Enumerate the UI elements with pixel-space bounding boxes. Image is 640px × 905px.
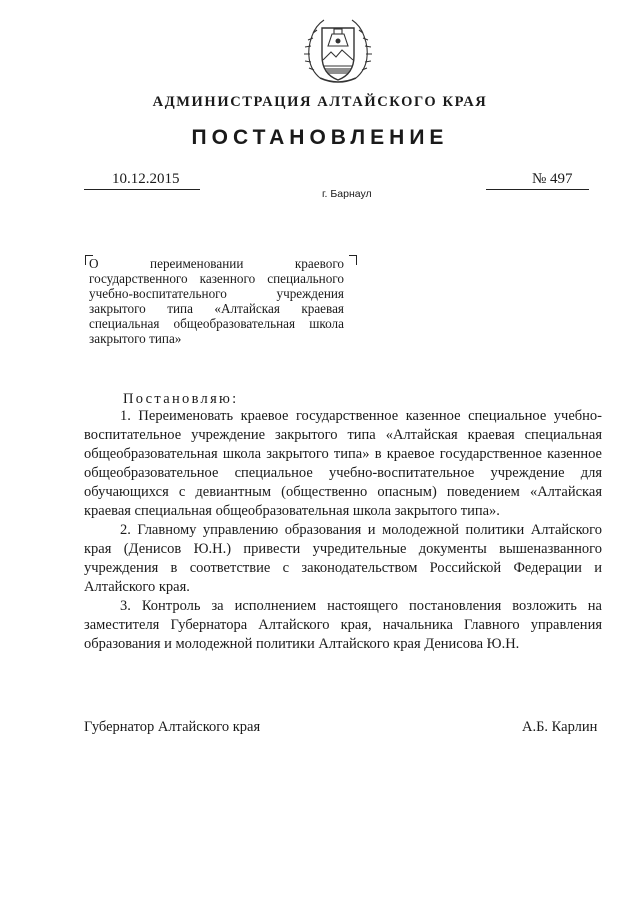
subject-heading: О переименовании краевого государственного казенного специального учебно-воспитательного учреждения закрытого типа «Алтайская краевая специальная общеобразовательная школа закрытого типа» [89,256,344,346]
date-value: 10.12.2015 [112,171,180,187]
decree-paragraph-1: 1. Переименовать краевое государственное казенное специальное учебно-воспитательное учреждение закрытого типа «Алтайская краевая специальная общеобразовательная школа закрытого типа» в краевое государственное казенное общеобразовательное специальное учебно-воспитательное учреждение для обучающихся с девиантным (общественно опасным) поведением «Алтайская краевая специальная общеобразовательная школа закрытого типа». [84,408,602,519]
number-field [486,170,589,190]
organization-name: АДМИНИСТРАЦИЯ АЛТАЙСКОГО КРАЯ [152,94,488,110]
subject-corner-right [349,255,357,265]
number-value: № 497 [532,171,573,187]
number-underline [486,189,589,190]
city-label: г. Барнаул [322,188,372,200]
date-field [84,170,200,190]
signatory-title: Губернатор Алтайского края [84,719,261,735]
document-type-title: ПОСТАНОВЛЕНИЕ [191,126,449,149]
signatory-name: А.Б. Карлин [522,719,598,735]
decree-word: Постановляю: [123,391,239,407]
decree-body [84,407,602,654]
decree-paragraph-2: 2. Главному управлению образования и молодежной политики Алтайского края (Денисов Ю.Н.) привести учредительные документы вышеназванного учреждения в соответствие с законодательством Российской Федерации и Алтайского края. [84,522,602,595]
date-underline [84,189,200,190]
decree-paragraph-3: 3. Контроль за исполнением настоящего постановления возложить на заместителя Губернатора Алтайского края, начальника Главного управления образования и молодежной политики Алтайского края Денисова Ю.Н. [84,598,602,652]
coat-of-arms-icon [300,12,376,88]
